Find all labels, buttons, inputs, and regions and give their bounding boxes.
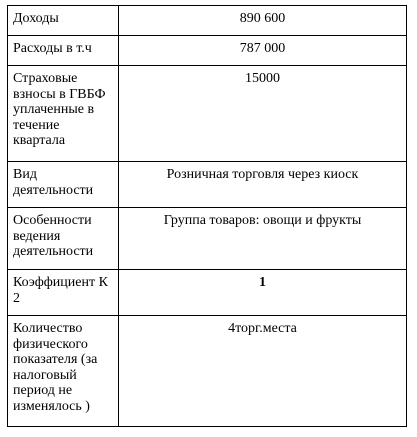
- row-value-coefficient: 1: [119, 270, 407, 316]
- table-row: [8, 316, 407, 427]
- row-label-coefficient: Коэффициент К 2: [8, 270, 119, 316]
- table-row: [8, 66, 407, 162]
- table-row: [8, 208, 407, 270]
- row-label-income: Доходы: [8, 6, 119, 36]
- row-label-insurance: Страховые взносы в ГВБФ уплаченные в течение квартала: [8, 66, 119, 162]
- row-value-activity-type: Розничная торговля через киоск: [119, 162, 407, 208]
- row-label-activity-type: Вид деятельности: [8, 162, 119, 208]
- row-label-physical-indicator: Количество физического показателя (за налоговый период не изменялось ): [8, 316, 119, 427]
- row-value-insurance: 15000: [119, 66, 407, 162]
- row-label-expenses: Расходы в т.ч: [8, 36, 119, 66]
- table-row: [8, 270, 407, 316]
- data-table: [7, 5, 407, 427]
- table-row: [8, 162, 407, 208]
- row-value-physical-indicator: 4торг.места: [119, 316, 407, 427]
- row-value-activity-features: Группа товаров: овощи и фрукты: [119, 208, 407, 270]
- table-row: [8, 36, 407, 66]
- row-value-income: 890 600: [119, 6, 407, 36]
- row-value-expenses: 787 000: [119, 36, 407, 66]
- row-label-activity-features: Особенности ведения деятельности: [8, 208, 119, 270]
- table-row: [8, 6, 407, 36]
